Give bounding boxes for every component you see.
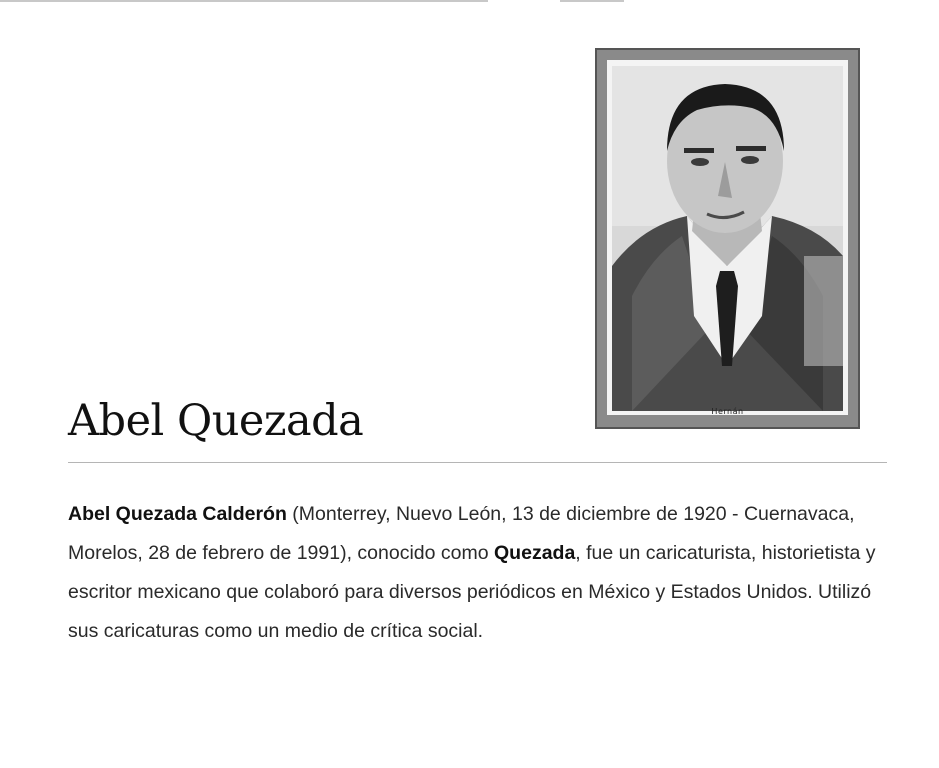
intro-paragraph — [68, 495, 880, 651]
photo-caption: Hernán — [711, 407, 744, 416]
title-divider — [68, 462, 887, 463]
top-divider-right — [560, 0, 624, 2]
page-title: Abel Quezada — [68, 396, 364, 446]
intro-text-part-2: , fue un caricaturista, historietista y escritor mexicano que colaboró para diversos periódicos en México y Estados Unidos. Utilizó sus caricaturas como un medio de crítica social. — [68, 542, 876, 642]
subject-full-name: Abel Quezada Calderón — [68, 503, 287, 525]
intro-text-part-1: (Monterrey, Nuevo León, 13 de diciembre de 1920 - Cuernavaca, Morelos, 28 de febrero de 1991), conocido como — [68, 503, 855, 564]
portrait-photo — [595, 48, 860, 429]
photo-mat — [607, 60, 848, 415]
top-divider-left — [0, 0, 488, 2]
portrait-image — [612, 66, 843, 411]
subject-alias: Quezada — [494, 542, 576, 564]
